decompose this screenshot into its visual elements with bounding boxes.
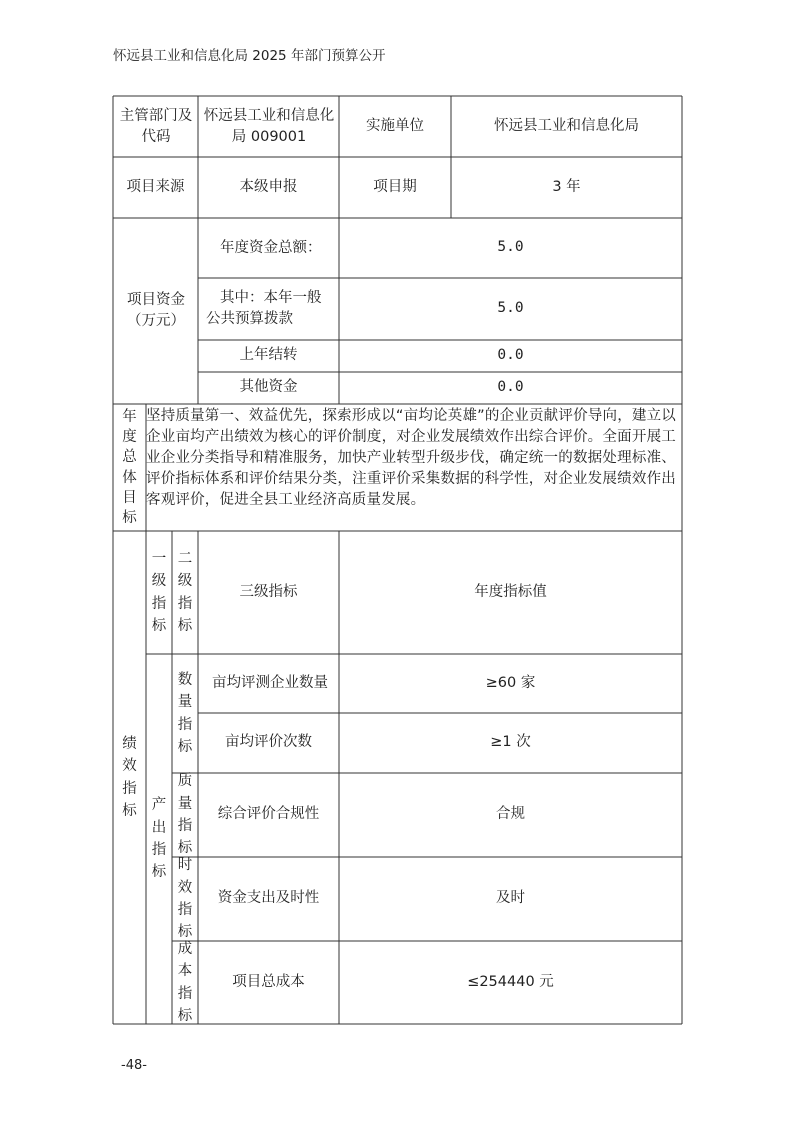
page-header: 怀远县工业和信息化局 2025 年部门预算公开 [113,48,386,64]
funds-budget-value: 5.0 [497,300,524,317]
indicator-value: ≤254440 元 [467,973,554,990]
col-l2-cell [172,531,198,654]
indicator-name: 资金支出及时性 [217,890,320,907]
col-l1-cell [146,531,172,654]
group-quality: 质量指标 [177,773,193,857]
group-quantity-cell [172,654,198,773]
funds-carryover-label: 上年结转 [239,347,298,364]
group-cost-cell [172,941,198,1024]
funds-carryover-value: 0.0 [497,347,524,364]
col-value-header: 年度指标值 [474,583,547,600]
impl-value: 怀远县工业和信息化局 [494,117,639,134]
group-quantity: 数量指标 [177,671,193,755]
funds-label: 项目资金（万元） [127,291,185,329]
funds-other-value: 0.0 [497,379,524,396]
indicator-name: 亩均评测企业数量 [212,674,328,691]
indicator-value: 合规 [496,806,525,823]
indicator-value: ≥1 次 [490,734,531,751]
funds-budget-label: 其中：本年一般公共预算拨款 [206,289,322,327]
indicator-value: ≥60 家 [485,674,536,691]
dept-value: 怀远县工业和信息化局 009001 [203,107,335,145]
dept-label: 主管部门及代码 [119,107,193,145]
indicator-name: 亩均评价次数 [225,734,312,751]
impl-label: 实施单位 [366,117,424,134]
goal-label: 年度总体目标 [122,408,137,527]
funds-total-value: 5.0 [497,239,524,256]
group-timeliness-cell [172,857,198,941]
source-value: 本级申报 [239,178,298,195]
group-quality-cell [172,773,198,857]
perf-label-cell [113,531,146,1024]
output-label-cell [146,654,172,1024]
page-number: -48- [121,1058,147,1073]
funds-other-label: 其他资金 [239,379,298,396]
col-l3-header: 三级指标 [239,583,298,600]
col-l1-header: 一级指标 [151,550,167,634]
indicator-value: 及时 [496,890,525,907]
indicator-name: 项目总成本 [232,973,305,990]
group-cost: 成本指标 [177,940,193,1024]
goal-text: 坚持质量第一、效益优先，探索形成以“亩均论英雄”的企业贡献评价导向，建立以企业亩均产出绩效为核心的评价制度，对企业发展绩效作出综合评价。全面开展工业企业分类指导和精准服务，加快产业转型升级步伐，确定统一的数据处理标准、评价指标体系和评价结果分类，注重评价采集数据的科学性，对企业发展绩效作出客观评价，促进全县工业经济高质量发展。 [146,408,676,509]
group-timeliness: 时效指标 [177,857,193,941]
source-label: 项目来源 [126,178,185,195]
col-l2-header: 二级指标 [177,550,193,634]
period-value: 3 年 [552,178,581,195]
indicator-name: 综合评价合规性 [217,806,320,823]
period-label: 项目期 [373,178,417,195]
funds-total-label: 年度资金总额： [220,240,322,257]
perf-label: 绩效指标 [122,735,137,819]
output-label: 产出指标 [151,797,167,881]
goal-label-cell [113,404,146,531]
